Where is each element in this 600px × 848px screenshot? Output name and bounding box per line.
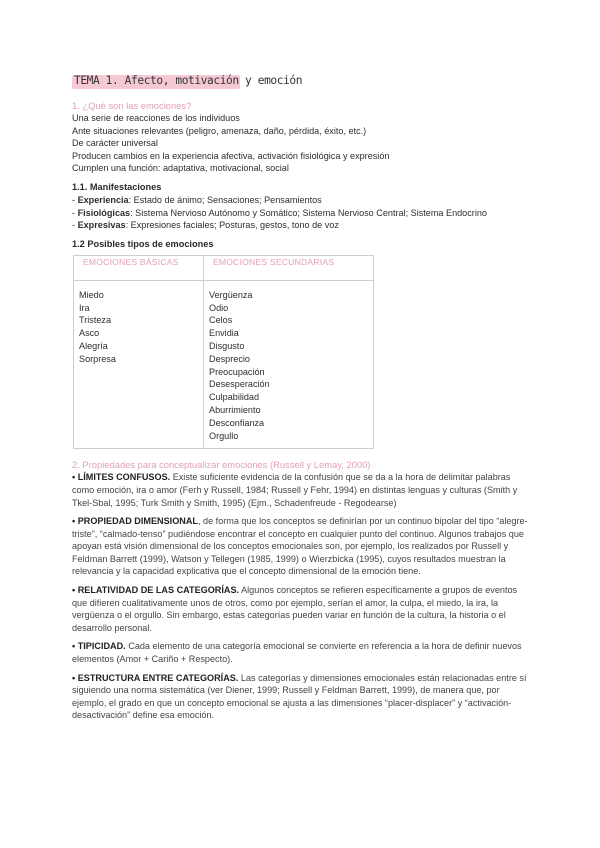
section1-line: Producen cambios en la experiencia afectiva, activación fisiológica y expresión <box>72 150 390 161</box>
secundaria-item: Desconfianza <box>209 417 265 428</box>
property-text: Existe suficiente evidencia de la confusión que se da a la hora de delimitar palabras como emoción, ira o amor (Ferh y Russell, 1984; Russell y Fehr, 1994) en distintas lenguas y culturas (Smith y Tkel-Sbal, 1995; Turk Smith y Smith, 1995) (Ejm., Schadenfreude - Regodearse) <box>72 472 518 508</box>
section1-heading: 1. ¿Qué son las emociones? <box>72 100 192 111</box>
property-paragraph <box>72 672 532 722</box>
property-text: Las categorías y dimensiones emocionales están relacionadas entre sí siguiendo una norma sistemática (ver Diener, 1999; Russell y Feldman Barrett, 1999), de manera que, por ejemplo, el grado en que un concepto emocional se ajusta a las dimensiones “placer-displacer” y “activación-desactivación” define esa emoción. <box>72 672 527 721</box>
manifestaciones-heading: 1.1. Manifestaciones <box>72 181 162 192</box>
section1-lines <box>72 112 532 175</box>
manifestacion-label: Fisiológicas <box>77 207 131 218</box>
secundaria-item: Orgullo <box>209 430 239 441</box>
emotions-table <box>73 255 374 450</box>
manifestacion-text: : Sistema Nervioso Autónomo y Somático; Sistema Nervioso Central; Sistema Endocrino <box>130 207 487 218</box>
section1-line: Ante situaciones relevantes (peligro, amenaza, daño, pérdida, éxito, etc.) <box>72 125 367 136</box>
property-label: • LÍMITES CONFUSOS. <box>72 472 171 483</box>
secundaria-item: Culpabilidad <box>209 392 260 403</box>
secundaria-item: Preocupación <box>209 366 265 377</box>
property-paragraph <box>72 471 532 509</box>
title-block <box>72 72 303 92</box>
basica-item: Sorpresa <box>79 353 116 364</box>
secundaria-item: Desesperación <box>209 379 270 390</box>
basicas-cell <box>74 280 204 449</box>
page-title: TEMA 1. Afecto, motivación y emoción <box>74 74 303 87</box>
property-paragraph <box>72 515 532 578</box>
table-header-basicas: EMOCIONES BÁSICAS <box>74 255 204 280</box>
property-text: Algunos conceptos se refieren específicamente a grupos de eventos que difieren cualitativamente unos de otros, como por ejemplo, serían el amor, la culpa, el miedo, la ira, la vergüenza o el orgullo. Sin embargo, estas categorías pueden variar en función de la cultura, la historia o el desarrollo personal. <box>72 585 518 633</box>
document-content <box>72 99 532 728</box>
property-label: • TIPICIDAD. <box>72 641 126 652</box>
section2-heading: 2. Propiedades para conceptualizar emociones (Russell y Lemay, 2000) <box>72 459 371 471</box>
manifestacion-item: - Fisiológicas: Sistema Nervioso Autónomo y Somático; Sistema Nervioso Central; Sistema Endocrino <box>72 207 487 218</box>
property-paragraph <box>72 640 532 665</box>
secundaria-item: Odio <box>209 302 229 313</box>
manifestacion-label: Expresivas <box>77 220 126 231</box>
basica-item: Asco <box>79 328 100 339</box>
manifestacion-item: - Experiencia: Estado de ánimo; Sensaciones; Pensamientos <box>72 194 322 205</box>
secundaria-item: Celos <box>209 315 233 326</box>
basica-item: Miedo <box>79 289 104 300</box>
property-label: • ESTRUCTURA ENTRE CATEGORÍAS. <box>72 672 239 683</box>
table-header-secundarias: EMOCIONES SECUNDARIAS <box>204 255 374 280</box>
secundarias-cell <box>204 280 374 449</box>
basica-item: Alegría <box>79 340 108 351</box>
secundaria-item: Desprecio <box>209 353 250 364</box>
secundaria-item: Vergüenza <box>209 289 253 300</box>
manifestacion-text: : Estado de ánimo; Sensaciones; Pensamientos <box>128 194 322 205</box>
section1-line: Una serie de reacciones de los individuos <box>72 113 240 123</box>
manifestacion-item: - Expresivas: Expresiones faciales; Posturas, gestos, tono de voz <box>72 220 339 231</box>
property-paragraph <box>72 584 532 634</box>
secundaria-item: Envidia <box>209 328 239 339</box>
tipos-heading: 1.2 Posibles tipos de emociones <box>72 238 214 249</box>
property-text: Cada elemento de una categoría emocional se convierte en referencia a la hora de definir nuevos elementos (Amor + Cariño + Respecto). <box>72 641 522 665</box>
property-label: • RELATIVIDAD DE LAS CATEGORÍAS. <box>72 585 240 596</box>
secundaria-item: Disgusto <box>209 340 245 351</box>
manifestaciones-list <box>72 194 532 232</box>
property-label: • PROPIEDAD DIMENSIONAL <box>72 516 198 527</box>
basica-item: Tristeza <box>79 315 112 326</box>
property-text: , de forma que los conceptos se definirían por un continuo bipolar del tipo “alegre-triste”, “calmado-tenso” pudiéndose encontrar el concepto en cualquier punto del continuo. Algunos trabajos que apoyan está visión dimensional de los conceptos emocionales son, por ejemplo, los realizados por Russell y Feldman Barrett (1999), Watson y Tellegen (1985, 1999) o Wierzbicka (1995), cuyos resultados muestran la relevancia y la capacidad explicativa que el concepto dimensional de la emoción tiene. <box>72 516 528 577</box>
manifestacion-label: Experiencia <box>77 194 129 205</box>
properties-list <box>72 471 532 722</box>
basica-item: Ira <box>79 302 90 313</box>
secundaria-item: Aburrimiento <box>209 404 261 415</box>
manifestacion-text: : Expresiones faciales; Posturas, gestos, tono de voz <box>125 220 339 231</box>
section1-line: Cumplen una función: adaptativa, motivacional, social <box>72 163 289 174</box>
section1-line: De carácter universal <box>72 138 158 149</box>
